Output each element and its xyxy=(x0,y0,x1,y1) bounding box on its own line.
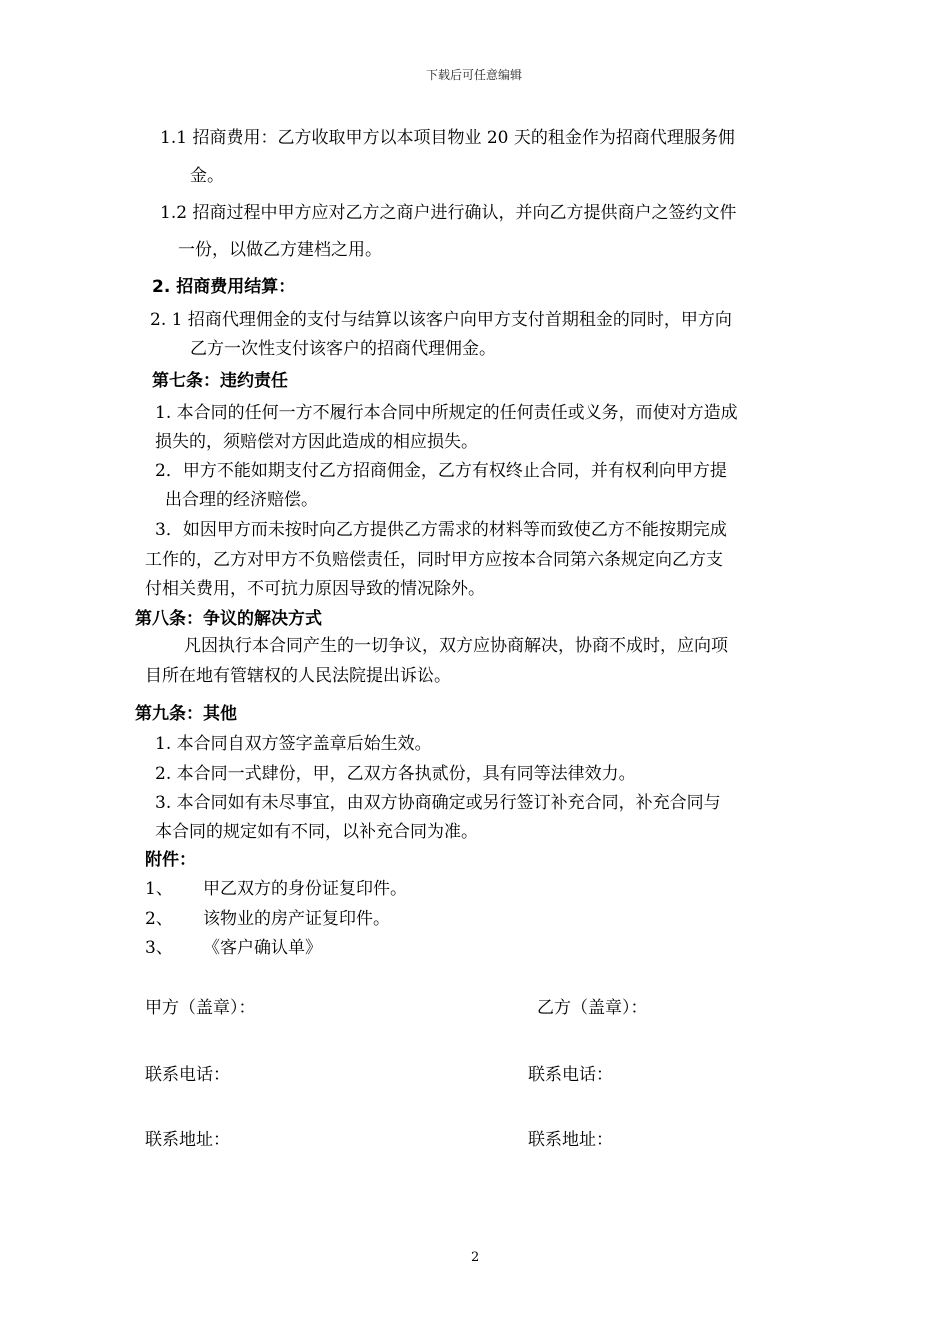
attachment-1-num: 1、 xyxy=(145,879,173,899)
section-7-item3-line2: 工作的，乙方对甲方不负赔偿责任，同时甲方应按本合同第六条规定向乙方支 xyxy=(145,550,723,570)
section-7-heading: 第七条：违约责任 xyxy=(152,371,288,391)
party-b-address-label: 联系地址： xyxy=(528,1130,613,1150)
clause-2-1-line1: 2. 1 招商代理佣金的支付与结算以该客户向甲方支付首期租金的同时，甲方向 xyxy=(150,310,732,330)
section-7-item3-line1: 3．如因甲方而未按时向乙方提供乙方需求的材料等而致使乙方不能按期完成 xyxy=(155,520,727,540)
section-8-para-line2: 目所在地有管辖权的人民法院提出诉讼。 xyxy=(145,666,451,686)
section-9-item1: 1. 本合同自双方签字盖章后始生效。 xyxy=(155,734,432,754)
attachment-1-text: 甲乙双方的身份证复印件。 xyxy=(203,879,407,899)
attachment-3-num: 3、 xyxy=(145,938,173,958)
party-a-phone-label: 联系电话： xyxy=(145,1065,230,1085)
section-9-item3-line1: 3. 本合同如有未尽事宜，由双方协商确定或另行签订补充合同，补充合同与 xyxy=(155,793,721,813)
party-b-phone-label: 联系电话： xyxy=(528,1065,613,1085)
attachment-2-num: 2、 xyxy=(145,909,173,929)
section-9-item3-line2: 本合同的规定如有不同，以补充合同为准。 xyxy=(155,822,478,842)
subheading-fee-settlement: 2. 招商费用结算： xyxy=(152,277,296,297)
section-9-heading: 第九条：其他 xyxy=(135,704,237,724)
party-b-seal-label: 乙方（盖章）： xyxy=(537,998,648,1018)
party-a-address-label: 联系地址： xyxy=(145,1130,230,1150)
section-7-item1-line1: 1. 本合同的任何一方不履行本合同中所规定的任何责任或义务，而使对方造成 xyxy=(155,403,738,423)
section-7-item1-line2: 损失的，须赔偿对方因此造成的相应损失。 xyxy=(155,432,478,452)
page-number: 2 xyxy=(471,1250,480,1265)
clause-1-2-line1: 1.2 招商过程中甲方应对乙方之商户进行确认，并向乙方提供商户之签约文件 xyxy=(160,203,737,223)
section-7-item2-line1: 2．甲方不能如期支付乙方招商佣金，乙方有权终止合同，并有权利向甲方提 xyxy=(155,461,727,481)
header-note: 下载后可任意编辑 xyxy=(426,68,523,82)
section-9-item2: 2. 本合同一式肆份，甲，乙双方各执贰份，具有同等法律效力。 xyxy=(155,764,636,784)
clause-2-1-line2: 乙方一次性支付该客户的招商代理佣金。 xyxy=(190,339,496,359)
attachment-2-text: 该物业的房产证复印件。 xyxy=(203,909,390,929)
section-8-para-line1: 凡因执行本合同产生的一切争议，双方应协商解决，协商不成时，应向项 xyxy=(184,636,728,656)
attachment-3-text: 《客户确认单》 xyxy=(203,938,322,958)
clause-1-2-line2: 一份，以做乙方建档之用。 xyxy=(178,240,382,260)
attachments-heading: 附件： xyxy=(145,850,196,870)
clause-1-1-line2: 金。 xyxy=(190,166,224,186)
section-7-item3-line3: 付相关费用，不可抗力原因导致的情况除外。 xyxy=(145,579,485,599)
section-7-item2-line2: 出合理的经济赔偿。 xyxy=(165,490,318,510)
section-8-heading: 第八条：争议的解决方式 xyxy=(135,609,322,629)
clause-1-1-line1: 1.1 招商费用：乙方收取甲方以本项目物业 20 天的租金作为招商代理服务佣 xyxy=(160,128,735,148)
party-a-seal-label: 甲方（盖章）： xyxy=(145,998,256,1018)
